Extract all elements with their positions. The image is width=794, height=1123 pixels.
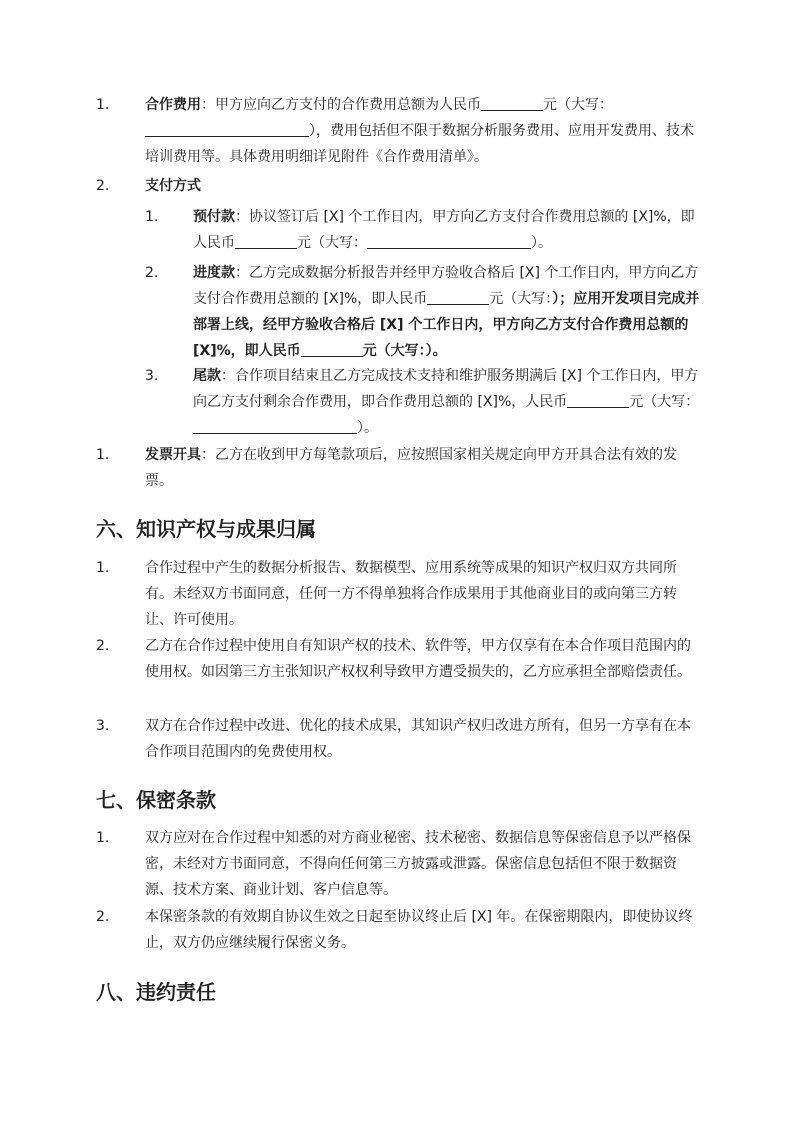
item-number: 2. [96,909,110,925]
text-span: ：协议签订后 [X] 个工作日内，甲方向乙方支付合作费用总额的 [X]%，即人民币 [193,209,695,251]
item-text [193,260,701,364]
item-number: 1. [96,830,110,846]
blank-field [481,96,543,111]
item-label: 预付款 [193,209,235,225]
section-heading: 六、知识产权与成果归属 [96,517,316,541]
blank-field [301,342,363,357]
item-text: 双方应对在合作过程中知悉的对方商业秘密、技术秘密、数据信息等保密信息予以严格保密，未经对方书面同意，不得向任何第三方披露或泄露。保密信息包括但不限于数据资源、技术方案、商业计划、客户信息等。 [145,830,691,898]
blank-field [427,290,489,305]
item-number: 1. [96,560,110,576]
text-span: ）。 [357,420,378,436]
blank-field [193,419,357,434]
text-span: 元（大写： [629,394,700,410]
text-span: 元（大写： [297,235,367,251]
item-label: 支付方式 [145,178,201,194]
item-text: 合作过程中产生的数据分析报告、数据模型、应用系统等成果的知识产权归双方共同所有。未经双方书面同意，任何一方不得单独将合作成果用于其他商业目的或向第三方转让、许可使用。 [145,560,677,628]
blank-field [567,393,629,408]
item-label: 进度款 [193,265,235,281]
item-number: 2. [96,178,110,194]
text-span: 元（大写：）。 [362,343,447,359]
item-number: 1. [145,209,159,225]
item-number: 3. [145,368,159,384]
item-text [145,173,701,199]
item-number: 1. [96,447,110,463]
item-text: 乙方在合作过程中使用自有知识产权的技术、软件等，甲方仅享有在本合作项目范围内的使用权。如因第三方主张知识产权权利导致甲方遭受损失的，乙方应承担全部赔偿责任。 [145,638,691,680]
item-text [145,442,701,494]
blank-field [145,122,309,137]
item-text [145,92,701,170]
item-text [193,363,701,441]
item-text [193,204,701,256]
item-number: 2. [96,638,110,654]
item-label: 发票开具 [145,447,201,463]
blank-field [367,234,531,249]
text-span: ），费用包括但不限于数据分析服务费用、应用开发费用、技术培训费用等。具体费用明细详见附件《合作费用清单》。 [145,123,694,165]
item-number: 1. [96,97,110,113]
item-number: 2. [145,265,159,281]
text-span: ：乙方完成数据分析报告并经甲方验收合格后 [X] 个工作日内，甲方向乙方支付合作费用总额的 [X]%，即人民币 [193,265,699,307]
blank-field [235,234,297,249]
text-span: 元（大写： [543,97,613,113]
text-span: ）；应用开发项目完成并部署上线，经甲方验收合格后 [X] 个工作日内，甲方向乙方支付合作费用总额的 [X]%，即人民币 [193,291,700,359]
item-number: 3. [96,718,110,734]
text-span: ：合作项目结束且乙方完成技术支持和维护服务期满后 [X] 个工作日内，甲方向乙方支付剩余合作费用，即合作费用总额的 [X]%，人民币 [193,368,699,410]
section-heading: 八、违约责任 [96,980,216,1004]
text-span: ：乙方在收到甲方每笔款项后，应按照国家相关规定向甲方开具合法有效的发票。 [145,447,677,489]
item-label: 尾款 [193,368,221,384]
text-span: ）。 [531,235,552,251]
item-label: 合作费用 [145,97,201,113]
text-span: 元（大写： [489,291,553,307]
item-text: 双方在合作过程中改进、优化的技术成果，其知识产权归改进方所有，但另一方享有在本合作项目范围内的免费使用权。 [145,718,691,760]
text-span: ：甲方应向乙方支付的合作费用总额为人民币 [201,97,481,113]
item-text: 本保密条款的有效期自协议生效之日起至协议终止后 [X] 年。在保密期限内，即使协议终止，双方仍应继续履行保密义务。 [145,909,693,951]
section-heading: 七、保密条款 [96,788,216,812]
